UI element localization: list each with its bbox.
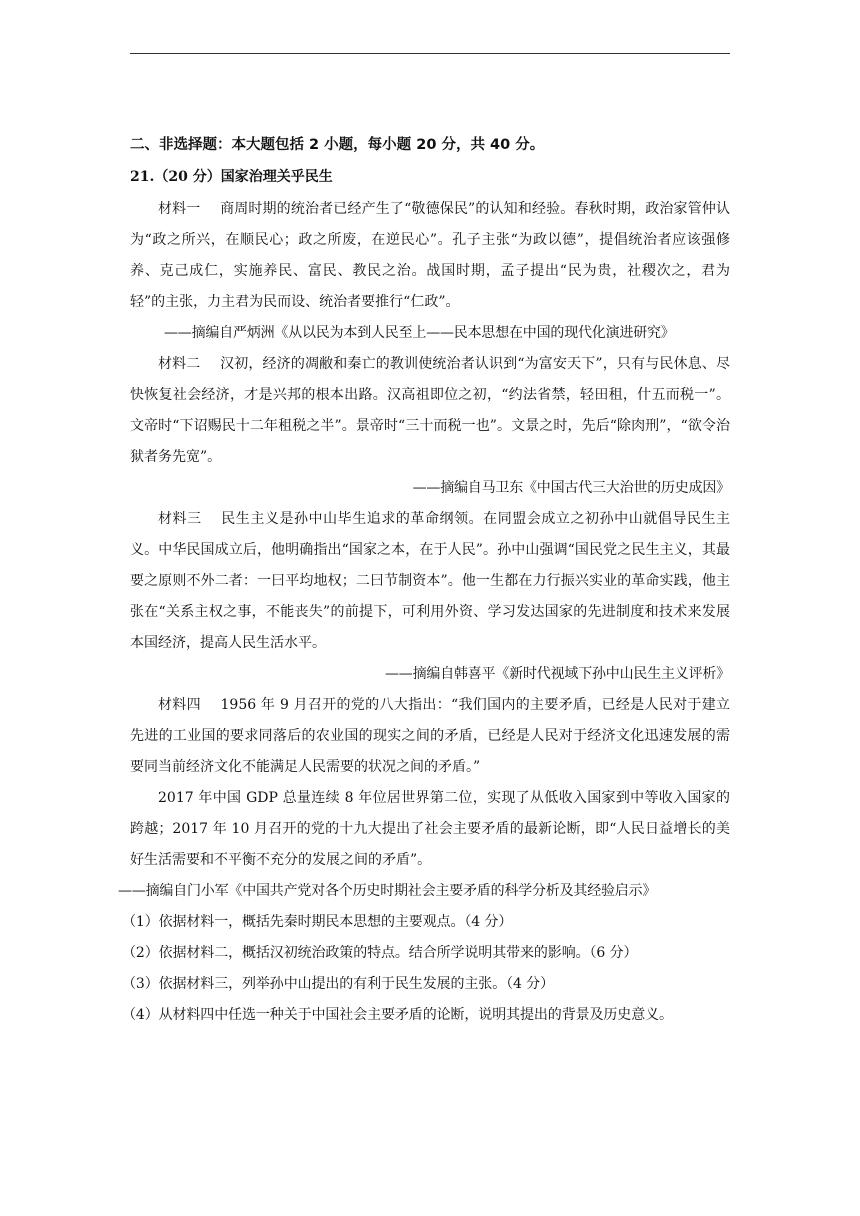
material-source: ——摘编自马卫东《中国古代三大治世的历史成因》 bbox=[412, 480, 730, 496]
material-label: 材料四 bbox=[158, 697, 201, 713]
material-label: 材料一 bbox=[158, 201, 201, 217]
material-source: ——摘编自韩喜平《新时代视域下孙中山民生主义评析》 bbox=[385, 666, 730, 682]
sub-question-4: （4）从材料四中任选一种关于中国社会主要矛盾的论断，说明其提出的背景及历史意义。 bbox=[122, 1007, 673, 1023]
header-rule bbox=[130, 53, 730, 54]
material-label: 材料二 bbox=[158, 356, 201, 372]
material-text: 汉初，经济的凋敝和秦亡的教训使统治者认识到“为富安天下”，只有与民休息、尽快恢复社会经济，才是兴邦的根本出路。汉高祖即位之初，“约法省禁，轻田租，什五而税一”。文帝时“下诏赐民十二年租税之半”。景帝时“三十而税一也”。文景之时，先后“除肉刑”，“欲令治狱者务先宽”。 bbox=[130, 356, 730, 465]
question-title: 21.（20 分）国家治理关乎民生 bbox=[130, 169, 333, 185]
material-text: 民生主义是孙中山毕生追求的革命纲领。在同盟会成立之初孙中山就倡导民生主义。中华民国成立后，他明确指出“国家之本，在于人民”。孙中山强调“国民党之民生主义，其最要之原则不外二者：一曰平均地权；二曰节制资本”。他一生都在力行振兴实业的革命实践，他主张在“关系主权之事，不能丧失”的前提下，可利用外资、学习发达国家的先进制度和技术来发展本国经济，提高人民生活水平。 bbox=[130, 511, 730, 651]
material-source: ——摘编自门小军《中国共产党对各个历史时期社会主要矛盾的科学分析及其经验启示》 bbox=[118, 883, 657, 899]
material-4-paragraph-2: 2017 年中国 GDP 总量连续 8 年位居世界第二位，实现了从低收入国家到中等收入国家的跨越；2017 年 10 月召开的党的十九大提出了社会主要矛盾的最新论断，即“人民日益增长的美好生活需要和不平衡不充分的发展之间的矛盾”。 bbox=[130, 790, 730, 868]
material-text: 1956 年 9 月召开的党的八大指出：“我们国内的主要矛盾，已经是人民对于建立先进的工业国的要求同落后的农业国的现实之间的矛盾，已经是人民对于经济文化迅速发展的需要同当前经济文化不能满足人民需要的状况之间的矛盾。” bbox=[130, 697, 730, 775]
sub-question-1: （1）依据材料一，概括先秦时期民本思想的主要观点。（4 分） bbox=[122, 914, 513, 930]
sub-question-2: （2）依据材料二，概括汉初统治政策的特点。结合所学说明其带来的影响。（6 分） bbox=[122, 945, 638, 961]
material-label: 材料三 bbox=[158, 511, 202, 527]
sub-question-3: （3）依据材料三，列举孙中山提出的有利于民生发展的主张。（4 分） bbox=[122, 976, 554, 992]
content-area bbox=[118, 132, 730, 1031]
material-2 bbox=[130, 349, 730, 473]
material-3 bbox=[130, 504, 730, 659]
section-title: 二、非选择题：本大题包括 2 小题，每小题 20 分，共 40 分。 bbox=[130, 137, 545, 153]
material-4 bbox=[130, 690, 730, 783]
material-source: ——摘编自严炳洲《从以民为本到人民至上——民本思想在中国的现代化演进研究》 bbox=[164, 325, 675, 341]
material-1 bbox=[130, 194, 730, 318]
material-text: 商周时期的统治者已经产生了“敬德保民”的认知和经验。春秋时期，政治家管仲认为“政之所兴，在顺民心；政之所废，在逆民心”。孔子主张“为政以德”，提倡统治者应该强修养、克己成仁，实施养民、富民、教民之治。战国时期，孟子提出“民为贵，社稷次之，君为轻”的主张，力主君为民而设、统治者要推行“仁政”。 bbox=[130, 201, 730, 310]
